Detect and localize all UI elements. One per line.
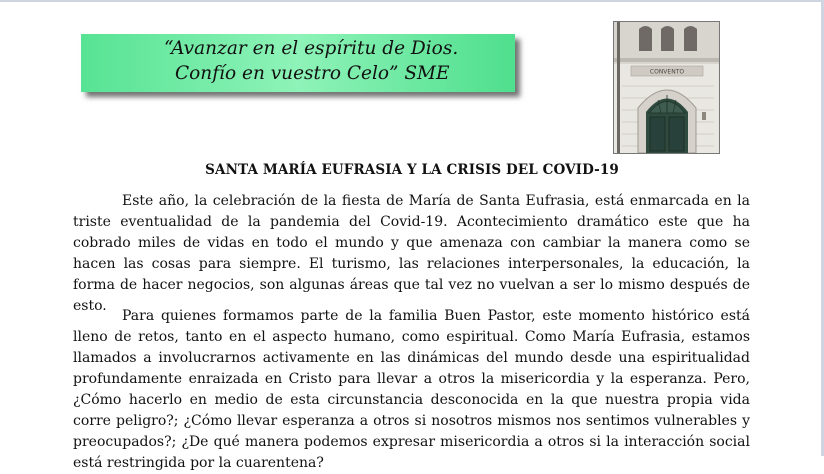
building-sign-text: CONVENTO — [649, 68, 685, 76]
building-photo — [613, 21, 720, 154]
paragraph-1: Este año, la celebración de la fiesta de María de Santa Eufrasia, está enmarcada en la triste eventualidad de la pandemia del Covid-19. Acontecimiento dramático este que ha cobrado miles de vidas en todo el mundo y que amenaza con cambiar la manera como se hacen las cosas para siempre. El turismo, las relaciones interpersonales, la educación, la forma de hacer negocios, son algunas áreas que tal vez no vuelvan a ser lo mismo después de esto. — [73, 193, 750, 314]
quote-line-2: Confío en vuestro Celo” SME — [175, 63, 450, 84]
building-facade-illustration — [614, 22, 719, 153]
window-top-border — [0, 0, 824, 2]
quote-banner — [81, 34, 515, 92]
document-title: SANTA MARÍA EUFRASIA Y LA CRISIS DEL COVID-19 — [205, 162, 619, 178]
paragraph-2: Para quienes formamos parte de la familia Buen Pastor, este momento histórico está lleno de retos, tanto en el aspecto humano, como espiritual. Como María Eufrasia, estamos llamados a involucrarnos activamente en las dinámicas del mundo desde una espiritualidad profundamente enraizada en Cristo para llevar a otros la misericordia y la esperanza. Pero, ¿Cómo hacerlo en medio de esta circunstancia desconocida en la que nuestra propia vida corre peligro?; ¿Cómo llevar esperanza a otros si nosotros mismos nos sentimos vulnerables y preocupados?; ¿De qué manera podemos expresar misericordia a otros si la interacción social está restringida por la cuarentena? — [73, 308, 750, 471]
quote-line-1: “Avanzar en el espíritu de Dios. — [164, 38, 459, 59]
